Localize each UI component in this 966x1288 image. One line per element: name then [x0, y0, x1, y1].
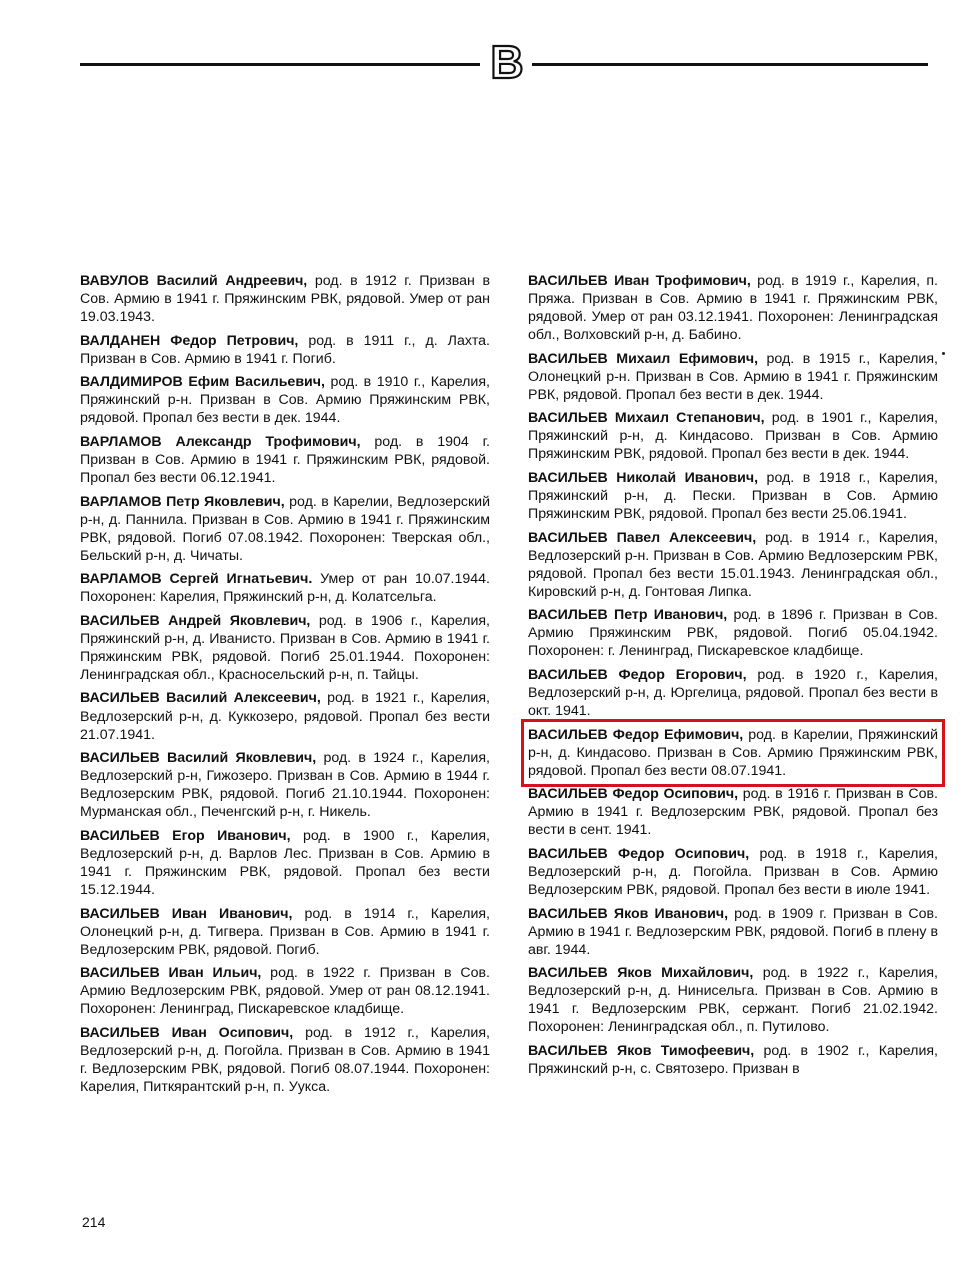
entry — [528, 350, 938, 404]
entry-name: ВАРЛАМОВ Петр Яковлевич, — [80, 493, 285, 510]
entry — [528, 529, 938, 601]
entry-name: ВАЛДАНЕН Федор Петрович, — [80, 332, 299, 349]
highlighted-entry — [528, 726, 938, 780]
entry-text: род. в 1918 г., Карелия, Ведлозерский р-н, д. Погойла. Призван в Сов. Армию Ведлозерским РВК, рядовой. Пропал без вести в июле 1941. — [528, 845, 938, 898]
entry-name: ВАСИЛЬЕВ Иван Иванович, — [80, 905, 293, 922]
left-column — [80, 272, 490, 1101]
entry — [80, 964, 490, 1018]
entry-name: ВАСИЛЬЕВ Федор Ефимович, — [528, 726, 744, 743]
entry-name: ВАСИЛЬЕВ Яков Тимофеевич, — [528, 1042, 755, 1059]
right-column — [528, 272, 938, 1083]
entry-text: род. в 1906 г., Карелия, Пряжинский р-н, д. Иванисто. Призван в Сов. Армию в 1941 г. Пряжинским РВК, рядовой. Погиб 25.01.1944. Похоронен: Ленинградская обл., Красносельский р-н, п. Тайцы. — [80, 612, 490, 683]
entry-text: род. в 1922 г. Призван в Сов. Армию Ведлозерским РВК, рядовой. Умер от ран 08.12.1941. Похоронен: Ленинград, Пискаревское кладбище. — [80, 965, 490, 1018]
entry — [528, 1042, 938, 1078]
entry-text: род. в 1918 г., Карелия, Пряжинский р-н, д. Пески. Призван в Сов. Армию Пряжинским РВК, рядовой. Пропал без вести 25.06.1941. — [528, 469, 938, 523]
entry-text: род. в 1909 г. Призван в Сов. Армию в 1941 г. Ведлозерским РВК, рядовой. Погиб в плену в авг. 1944. — [528, 905, 938, 958]
entry — [80, 373, 490, 427]
entry — [80, 332, 490, 368]
header-rule-right — [532, 63, 928, 66]
entry-name: ВАСИЛЬЕВ Иван Трофимович, — [528, 273, 751, 289]
entry — [80, 1024, 490, 1096]
entry-name: ВАРЛАМОВ Сергей Игнатьевич. — [80, 571, 313, 588]
entry-text: род. в 1919 г., Карелия, п. Пряжа. Призван в Сов. Армию в 1941 г. Пряжинским РВК, рядовой. Умер от ран 03.12.1941. Похоронен: Ленинградская обл., Волховский р-н, д. Бабино. — [528, 273, 938, 344]
entry-text: род. в 1904 г. Призван в Сов. Армию в 1941 г. Пряжинским РВК, рядовой. Пропал без вести 06.12.1941. — [80, 433, 490, 486]
entry-name: ВАСИЛЬЕВ Михаил Степанович, — [528, 410, 765, 427]
entry-text: род. в 1915 г., Карелия, Олонецкий р-н. Призван в Сов. Армию в 1941 г. Пряжинским РВК, рядовой. Пропал без вести в дек. 1944. — [528, 350, 938, 403]
entry — [80, 612, 490, 684]
entry-text: род. в 1921 г., Карелия, Ведлозерский р-н, д. Куккозеро, рядовой. Пропал без вести 21.07.1941. — [80, 690, 490, 743]
entry-name: ВАСИЛЬЕВ Василий Яковлевич, — [80, 750, 317, 767]
entry-name: ВАСИЛЬЕВ Петр Иванович, — [528, 607, 728, 624]
entry-name: ВАСИЛЬЕВ Федор Осипович, — [528, 786, 739, 803]
entry-text: род. в 1920 г., Карелия, Ведлозерский р-н, д. Юргелица, рядовой. Пропал без вести в окт. 1941. — [528, 666, 938, 720]
entry-text: род. в 1912 г. Призван в Сов. Армию в 1941 г. Пряжинским РВК, рядовой. Умер от ран 19.03.1943. — [80, 273, 490, 326]
entry — [80, 827, 490, 899]
print-speck — [942, 352, 945, 355]
entry — [528, 606, 938, 660]
entry-text: род. в 1896 г. Призван в Сов. Армию Пряжинским РВК, рядовой. Погиб 05.04.1942. Похоронен: г. Ленинград, Пискаревское кладбище. — [528, 607, 938, 660]
entry — [528, 409, 938, 463]
entry — [528, 666, 938, 720]
section-header — [80, 38, 928, 88]
entry-name: ВАСИЛЬЕВ Федор Осипович, — [528, 845, 750, 862]
entry-name: ВАРЛАМОВ Александр Трофимович, — [80, 433, 361, 450]
header-rule-left — [80, 63, 480, 66]
entry-text: род. в 1922 г., Карелия, Ведлозерский р-н, д. Нинисельга. Призван в Сов. Армию в 1941 г. Ведлозерским РВК, сержант. Погиб 21.02.1942. Похоронен: Ленинградская обл., п. Путилово. — [528, 965, 938, 1036]
entry-text: Умер от ран 10.07.1944. Похоронен: Карелия, Пряжинский р-н, д. Колатсельга. — [80, 571, 490, 606]
entry-name: ВАСИЛЬЕВ Иван Ильич, — [80, 965, 262, 982]
entry-text: род. в 1914 г., Карелия, Олонецкий р-н, д. Тигвера. Призван в Сов. Армию в 1941 г. Ведлозерским РВК, рядовой. Погиб. — [80, 905, 490, 958]
entry-text: род. в 1910 г., Карелия, Пряжинский р-н. Призван в Сов. Армию Пряжинским РВК, рядовой. Пропал без вести в дек. 1944. — [80, 374, 490, 427]
entry — [528, 845, 938, 899]
entry-text: род. в 1912 г., Карелия, Ведлозерский р-н, д. Погойла. Призван в Сов. Армию в 1941 г. Ведлозерским РВК, рядовой. Погиб 08.07.1944. Похоронен: Карелия, Питкярантский р-н, п. Уукса. — [80, 1024, 490, 1095]
entry — [80, 689, 490, 743]
section-letter — [488, 38, 526, 86]
entry-name: ВАСИЛЬЕВ Василий Алексеевич, — [80, 690, 321, 707]
entry-text: род. в 1914 г., Карелия, Ведлозерский р-н. Призван в Сов. Армию Ведлозерским РВК, рядовой. Пропал без вести 15.01.1943. Ленинградская обл., Кировский р-н, д. Гонтовая Липка. — [528, 529, 938, 600]
entry-name: ВАСИЛЬЕВ Федор Егорович, — [528, 666, 747, 683]
entry — [80, 272, 490, 326]
entry-text: род. в 1924 г., Карелия, Ведлозерский р-н, Гижозеро. Призван в Сов. Армию в 1944 г. Ведлозерским РВК, рядовой. Погиб 21.10.1944. Похоронен: Мурманская обл., Печенгский р-н, г. Никель. — [80, 750, 490, 821]
entry — [528, 272, 938, 344]
entry-text: род. в 1902 г., Карелия, Пряжинский р-н, с. Святозеро. Призван в — [528, 1042, 938, 1077]
entry — [528, 964, 938, 1036]
entry-name: ВАВУЛОВ Василий Андреевич, — [80, 273, 308, 289]
entry — [80, 570, 490, 606]
entry-name: ВАСИЛЬЕВ Павел Алексеевич, — [528, 529, 757, 546]
entry-text: род. в 1916 г. Призван в Сов. Армию в 1941 г. Ведлозерским РВК, рядовой. Пропал без вести в сент. 1941. — [528, 786, 938, 839]
entry-name: ВАСИЛЬЕВ Яков Михайлович, — [528, 965, 754, 982]
entry-name: ВАСИЛЬЕВ Михаил Ефимович, — [528, 350, 759, 367]
entry — [80, 905, 490, 959]
entry — [528, 469, 938, 523]
entry-name: ВАЛДИМИРОВ Ефим Васильевич, — [80, 374, 325, 391]
entry — [80, 749, 490, 821]
entry — [528, 905, 938, 959]
entry-text: род. в Карелии, Ведлозерский р-н, д. Паннила. Призван в Сов. Армию в 1941 г. Пряжинским РВК, рядовой. Погиб 07.08.1942. Похоронен: Тверская обл., Бельский р-н, д. Чичаты. — [80, 493, 490, 564]
entry-text: род. в 1901 г., Карелия, Пряжинский р-н, д. Киндасово. Призван в Сов. Армию Пряжинским РВК, рядовой. Пропал без вести в дек. 1944. — [528, 410, 938, 463]
entry-text: род. в 1911 г., д. Лахта. Призван в Сов. Армию в 1941 г. Погиб. — [80, 332, 490, 367]
entry — [80, 433, 490, 487]
entry-name: ВАСИЛЬЕВ Егор Иванович, — [80, 827, 291, 844]
page-number: 214 — [82, 1214, 106, 1230]
entry — [528, 785, 938, 839]
entry-text: род. в Карелии, Пряжинский р-н, д. Киндасово. Призван в Сов. Армию Пряжинским РВК, рядовой. Пропал без вести 08.07.1941. — [528, 726, 938, 779]
entry — [80, 493, 490, 565]
section-letter-glyph: В — [490, 36, 524, 88]
entry-name: ВАСИЛЬЕВ Иван Осипович, — [80, 1024, 294, 1041]
entry-name: ВАСИЛЬЕВ Андрей Яковлевич, — [80, 612, 311, 629]
entry-name: ВАСИЛЬЕВ Николай Иванович, — [528, 469, 759, 486]
entry-name: ВАСИЛЬЕВ Яков Иванович, — [528, 905, 729, 922]
entry-text: род. в 1900 г., Карелия, Ведлозерский р-н, д. Варлов Лес. Призван в Сов. Армию в 1941 г. Пряжинским РВК, рядовой. Пропал без вести 15.12.1944. — [80, 827, 490, 898]
